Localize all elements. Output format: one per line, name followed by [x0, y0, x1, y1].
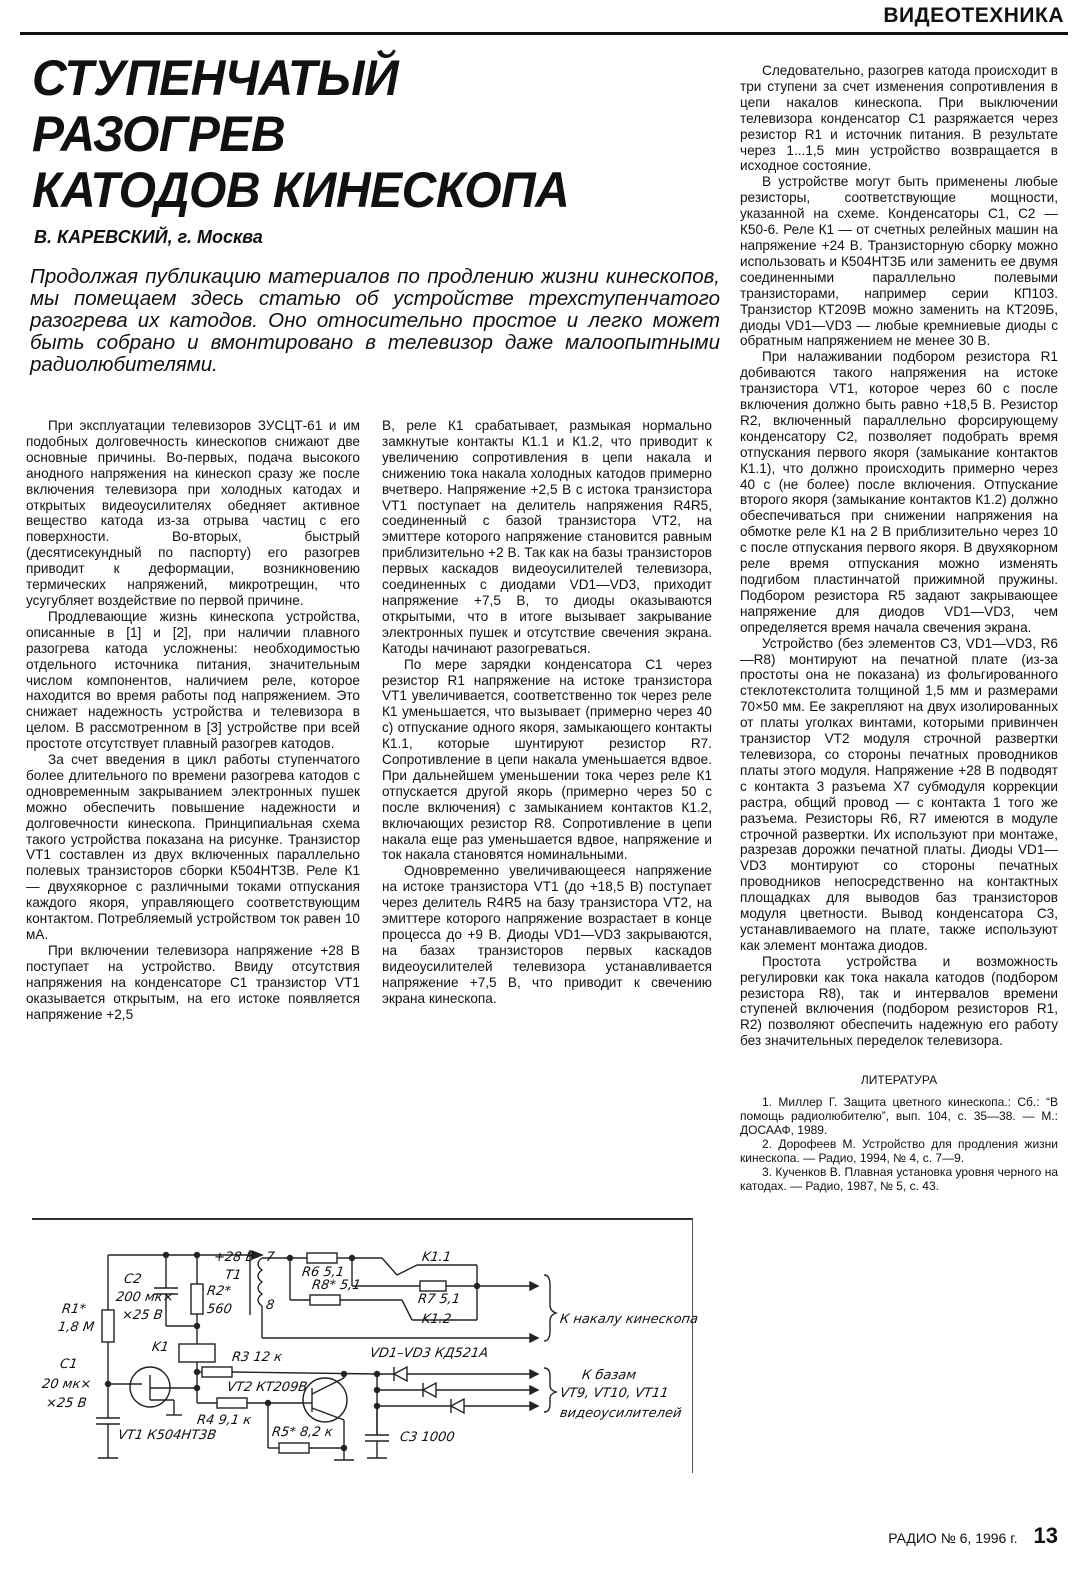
- label-r7: R7 5,1: [416, 1292, 462, 1307]
- article-title: [32, 50, 646, 218]
- label-t1-pin7: 7: [264, 1250, 276, 1265]
- label-k1-1: K1.1: [420, 1250, 453, 1265]
- label-c1-voltage: ×25 В: [44, 1396, 88, 1411]
- title-line: СТУПЕНЧАТЫЙ: [32, 50, 399, 106]
- reference-item: 3. Кученков В. Плавная установка уровня черного на катодах. — Радио, 1987, № 5, с. 43.: [740, 1165, 1058, 1194]
- paragraph: Продлевающие жизнь кинескопа устройства, описанные в [1] и [2], при наличии плавного разогрева катода усложнены: необходимостью отдельного источника питания, значительным числом компонентов, наличием реле, которое находится во время работы под напряжением. Это снижает надежность устройства и телевизора в целом. В рассмотренном в [3] устройстве при всей простоте отсутствует плавный разогрев катодов.: [26, 608, 360, 752]
- label-bases-video-amps: видеоусилителей: [558, 1406, 683, 1421]
- paragraph: Устройство (без элементов С3, VD1—VD3, R6—R8) монтируют на печатной плате (из-за простоты она не показана) из фольгированного стеклотекстолита толщиной 1,5 мм и размерами 70×50 мм. Ее закрепляют на двух изолированных от платы уголках винтами, которыми привинчен транзистор VT2 модуля строчной развертки телевизора, со стороны печатных проводников платы этого модуля. Напряжение +28 В подводят с контакта 3 разъема Х7 субмодуля коррекции растра, общий провод — с контакта 1 того же разъема. Резисторы R6, R7 имеются в модуле строчной развертки. Их используют при монтаже, разрезав дорожки печатной платы. Диоды VD1—VD3 монтируют со стороны печатных проводников непосредственно на контактных площадках для выводов баз транзисторов модуля цветности. Вывод конденсатора С3, устанавливаемого на плате, также используют как элемент монтажа диодов.: [740, 635, 1058, 953]
- text-column-2: [382, 418, 712, 1007]
- label-r1: R1*: [60, 1302, 87, 1317]
- header-rule: [20, 32, 1068, 35]
- paragraph: В устройстве могут быть применены любые резисторы, соответствующие мощности, указанной на схеме. Конденсаторы С1, С2 — К50-6. Реле К1 — от счетных релейных машин на напряжение +24 В. Транзисторную сборку можно использовать и К504НТ3Б или заменить ее двумя соединенными параллельно полевыми транзисторами, например серии КП103. Транзистор КТ209В можно заменить на КТ209Б, диоды VD1—VD3 — любые кремниевые диоды с обратным напряжением не менее 30 В.: [740, 174, 1058, 349]
- label-bases-transistors: VT9, VT10, VT11: [558, 1386, 670, 1401]
- label-k1: K1: [150, 1340, 170, 1355]
- label-supply: +28 В: [212, 1250, 256, 1265]
- label-heater-output: К накалу кинескопа: [558, 1312, 700, 1327]
- label-r1-value: 1,8 М: [56, 1320, 96, 1335]
- paragraph: За счет введения в цикл работы ступенчатого более длительного по времени разогрева катодов с одновременным закрыванием электронных пушек можно обеспечить повышение надежности и долговечности кинескопа. Принципиальная схема такого устройства показана на рисунке. Транзистор VT1 составлен из двух включенных параллельно полевых транзисторов сборки К504НТ3В. Реле К1 — двухякорное с различными токами отпускания каждого якоря, управляющего соответствующим контактом. Потребляемый устройством ток равен 10 мА.: [26, 752, 360, 942]
- literature-heading: ЛИТЕРАТУРА: [860, 1073, 938, 1088]
- reference-list: [740, 1095, 1058, 1193]
- label-r2-value: 560: [205, 1302, 233, 1317]
- paragraph: Следовательно, разогрев катода происходит в три ступени за счет изменения сопротивления в цепи накалов кинескопа. При выключении телевизора конденсатор С1 разряжается через резистор R1 и источник питания. В результате через 1...1,5 мин устройство возвращается в исходное состояние.: [740, 63, 1058, 174]
- article-author: В. КАРЕВСКИЙ, г. Москва: [34, 227, 263, 247]
- label-c2-value: 200 мк×: [114, 1290, 175, 1305]
- label-c2-voltage: ×25 В: [120, 1308, 164, 1323]
- article-lead: Продолжая публикацию материалов по продлению жизни кинескопов, мы помещаем здесь статью об устройстве трехступенчатого разогрева их катодов. Оно относительно простое и легко может быть собрано и вмонтировано в телевизор даже малоопытными радиолюбителями.: [30, 265, 720, 376]
- paragraph: Простота устройства и возможность регулировки как тока накала катодов (подбором резистора R8), так и интервалов времени ступеней включения (подбором резисторов R1, R2) позволяют обеспечить надежную его работу без значительных переделок телевизора.: [740, 953, 1058, 1049]
- paragraph: В, реле К1 срабатывает, размыкая нормально замкнутые контакты К1.1 и К1.2, что приводит к увеличению сопротивления в цепи накала и снижению тока накала холодных катодов примерно вчетверо. Напряжение +2,5 В с истока транзистора VT1 поступает на делитель напряжения R4R5, соединенный с базой транзистора VT2, на эмиттере которого напряжение становится равным приблизительно +2 В. Так как на базы транзисторов первых каскадов видеоусилителей телевизора, соединенных с диодами VD1—VD3, приходит напряжение +7,5 В, то диоды оказываются открытыми, что в итоге вызывает закрывание электронных пушек и отсутствие свечения экрана. Катоды начинают разогреваться.: [382, 418, 712, 656]
- paragraph: При включении телевизора напряжение +28 В поступает на устройство. Ввиду отсутствия напряжения на конденсаторе С1 транзистор VT1 оказывается открытым, на его истоке появляется напряжение +2,5: [26, 942, 360, 1022]
- page-footer: [888, 1523, 1058, 1549]
- label-c3: C3 1000: [398, 1430, 456, 1445]
- label-r5: R5* 8,2 к: [270, 1425, 334, 1440]
- section-rubric: ВИДЕОТЕХНИКА: [883, 4, 1064, 27]
- label-t1: T1: [223, 1268, 243, 1283]
- paragraph: Одновременно увеличивающееся напряжение на истоке транзистора VT1 (до +18,5 В) поступает через делитель R4R5 на базу транзистора VT2, на эмиттере которого напряжение возрастает в конце процесса до +9 В. Диоды VD1—VD3 закрываются, на базах транзисторов первых каскадов видеоусилителей телевизора устанавливается напряжение +7,5 В, что приводит к свечению экрана кинескопа.: [382, 863, 712, 1006]
- label-t1-pin8: 8: [264, 1298, 276, 1313]
- label-r4: R4 9,1 к: [195, 1413, 253, 1428]
- paragraph: По мере зарядки конденсатора С1 через резистор R1 напряжение на истоке транзистора VT1 увеличивается, соответственно ток через реле К1 уменьшается, что вызывает (примерно через 40 с) отпускание одного якоря, замыкающего контакты К1.1, которые шунтируют резистор R7. Сопротивление в цепи накала уменьшается вдвое. При дальнейшем уменьшении тока через реле К1 отпускается другой якорь (примерно через 50 с после включения) с замыканием контактов К1.2, включающих резистор R8. Сопротивление в цепи накала еще раз уменьшается вдвое, напряжение и ток накала становятся номинальными.: [382, 656, 712, 863]
- label-c2: C2: [122, 1272, 143, 1287]
- reference-item: 2. Дорофеев М. Устройство для продления жизни кинескопа. — Радио, 1994, № 4, с. 7—9.: [740, 1137, 1058, 1166]
- issue-info: РАДИО № 6, 1996 г.: [888, 1530, 1018, 1546]
- label-vt1: VT1 К504НТ3В: [116, 1428, 218, 1443]
- paragraph: При эксплуатации телевизоров ЗУСЦТ-61 и им подобных долговечность кинескопов снижают две основные причины. Во-первых, подача высокого анодного напряжения на кинескоп сразу же после включения телевизора при холодных катодах и открытых видеоусилителях обедняет активное вещество катода из-за отрыва частиц с его поверхности. Во-вторых, быстрый (десятисекундный по паспорту) его разогрев приводит к деформации, возникновению термических напряжений, микротрещин, что усугубляет воздействие по первой причине.: [26, 418, 360, 608]
- label-r8: R8* 5,1: [310, 1278, 362, 1293]
- label-bases-output: К базам: [580, 1368, 638, 1383]
- label-diodes: VD1–VD3 КД521А: [368, 1346, 490, 1361]
- title-line: КАТОДОВ КИНЕСКОПА: [32, 162, 570, 218]
- paragraph: При налаживании подбором резистора R1 добиваются такого напряжения на истоке транзистора VT1, которое через 60 с после включения должно быть равно +18,5 В. Резистор R2, включенный параллельно форсирующему конденсатору С2, позволяет подобрать время отпускания первого якоря (замыкание контактов К1.1), что должно происходить примерно через 40 с (не более) после включения. Отпускание второго якоря (замыкание контактов К1.2) должно обеспечиваться при снижении напряжения на обмотке реле К1 на 2 В приблизительно через 10 с после отпускания первого якоря. В двухякорном реле время отпускания можно изменять подгибом пластинчатой прижимной пружины. Подбором резистора R5 задают закрывающее напряжение для диодов VD1—VD3, чем определяется время начала свечения экрана.: [740, 349, 1058, 635]
- label-r2: R2*: [205, 1284, 232, 1299]
- text-column-1: [26, 418, 360, 1022]
- title-line: РАЗОГРЕВ: [32, 106, 286, 162]
- page-number: 13: [1033, 1523, 1058, 1548]
- reference-item: 1. Миллер Г. Защита цветного кинескопа.: Сб.: “В помощь радиолюбителю”, вып. 104, с. 35—38. — М.: ДОСААФ, 1989.: [740, 1095, 1058, 1138]
- label-r3: R3 12 к: [230, 1350, 284, 1365]
- text-column-3: [740, 63, 1058, 1193]
- label-r6: R6 5,1: [300, 1265, 346, 1280]
- label-c1: C1: [58, 1357, 79, 1372]
- label-k1-2: K1.2: [420, 1312, 453, 1327]
- label-vt2: VT2 КТ209В: [225, 1380, 309, 1395]
- circuit-schematic: [32, 1218, 700, 1473]
- label-c1-value: 20 мк×: [40, 1377, 93, 1392]
